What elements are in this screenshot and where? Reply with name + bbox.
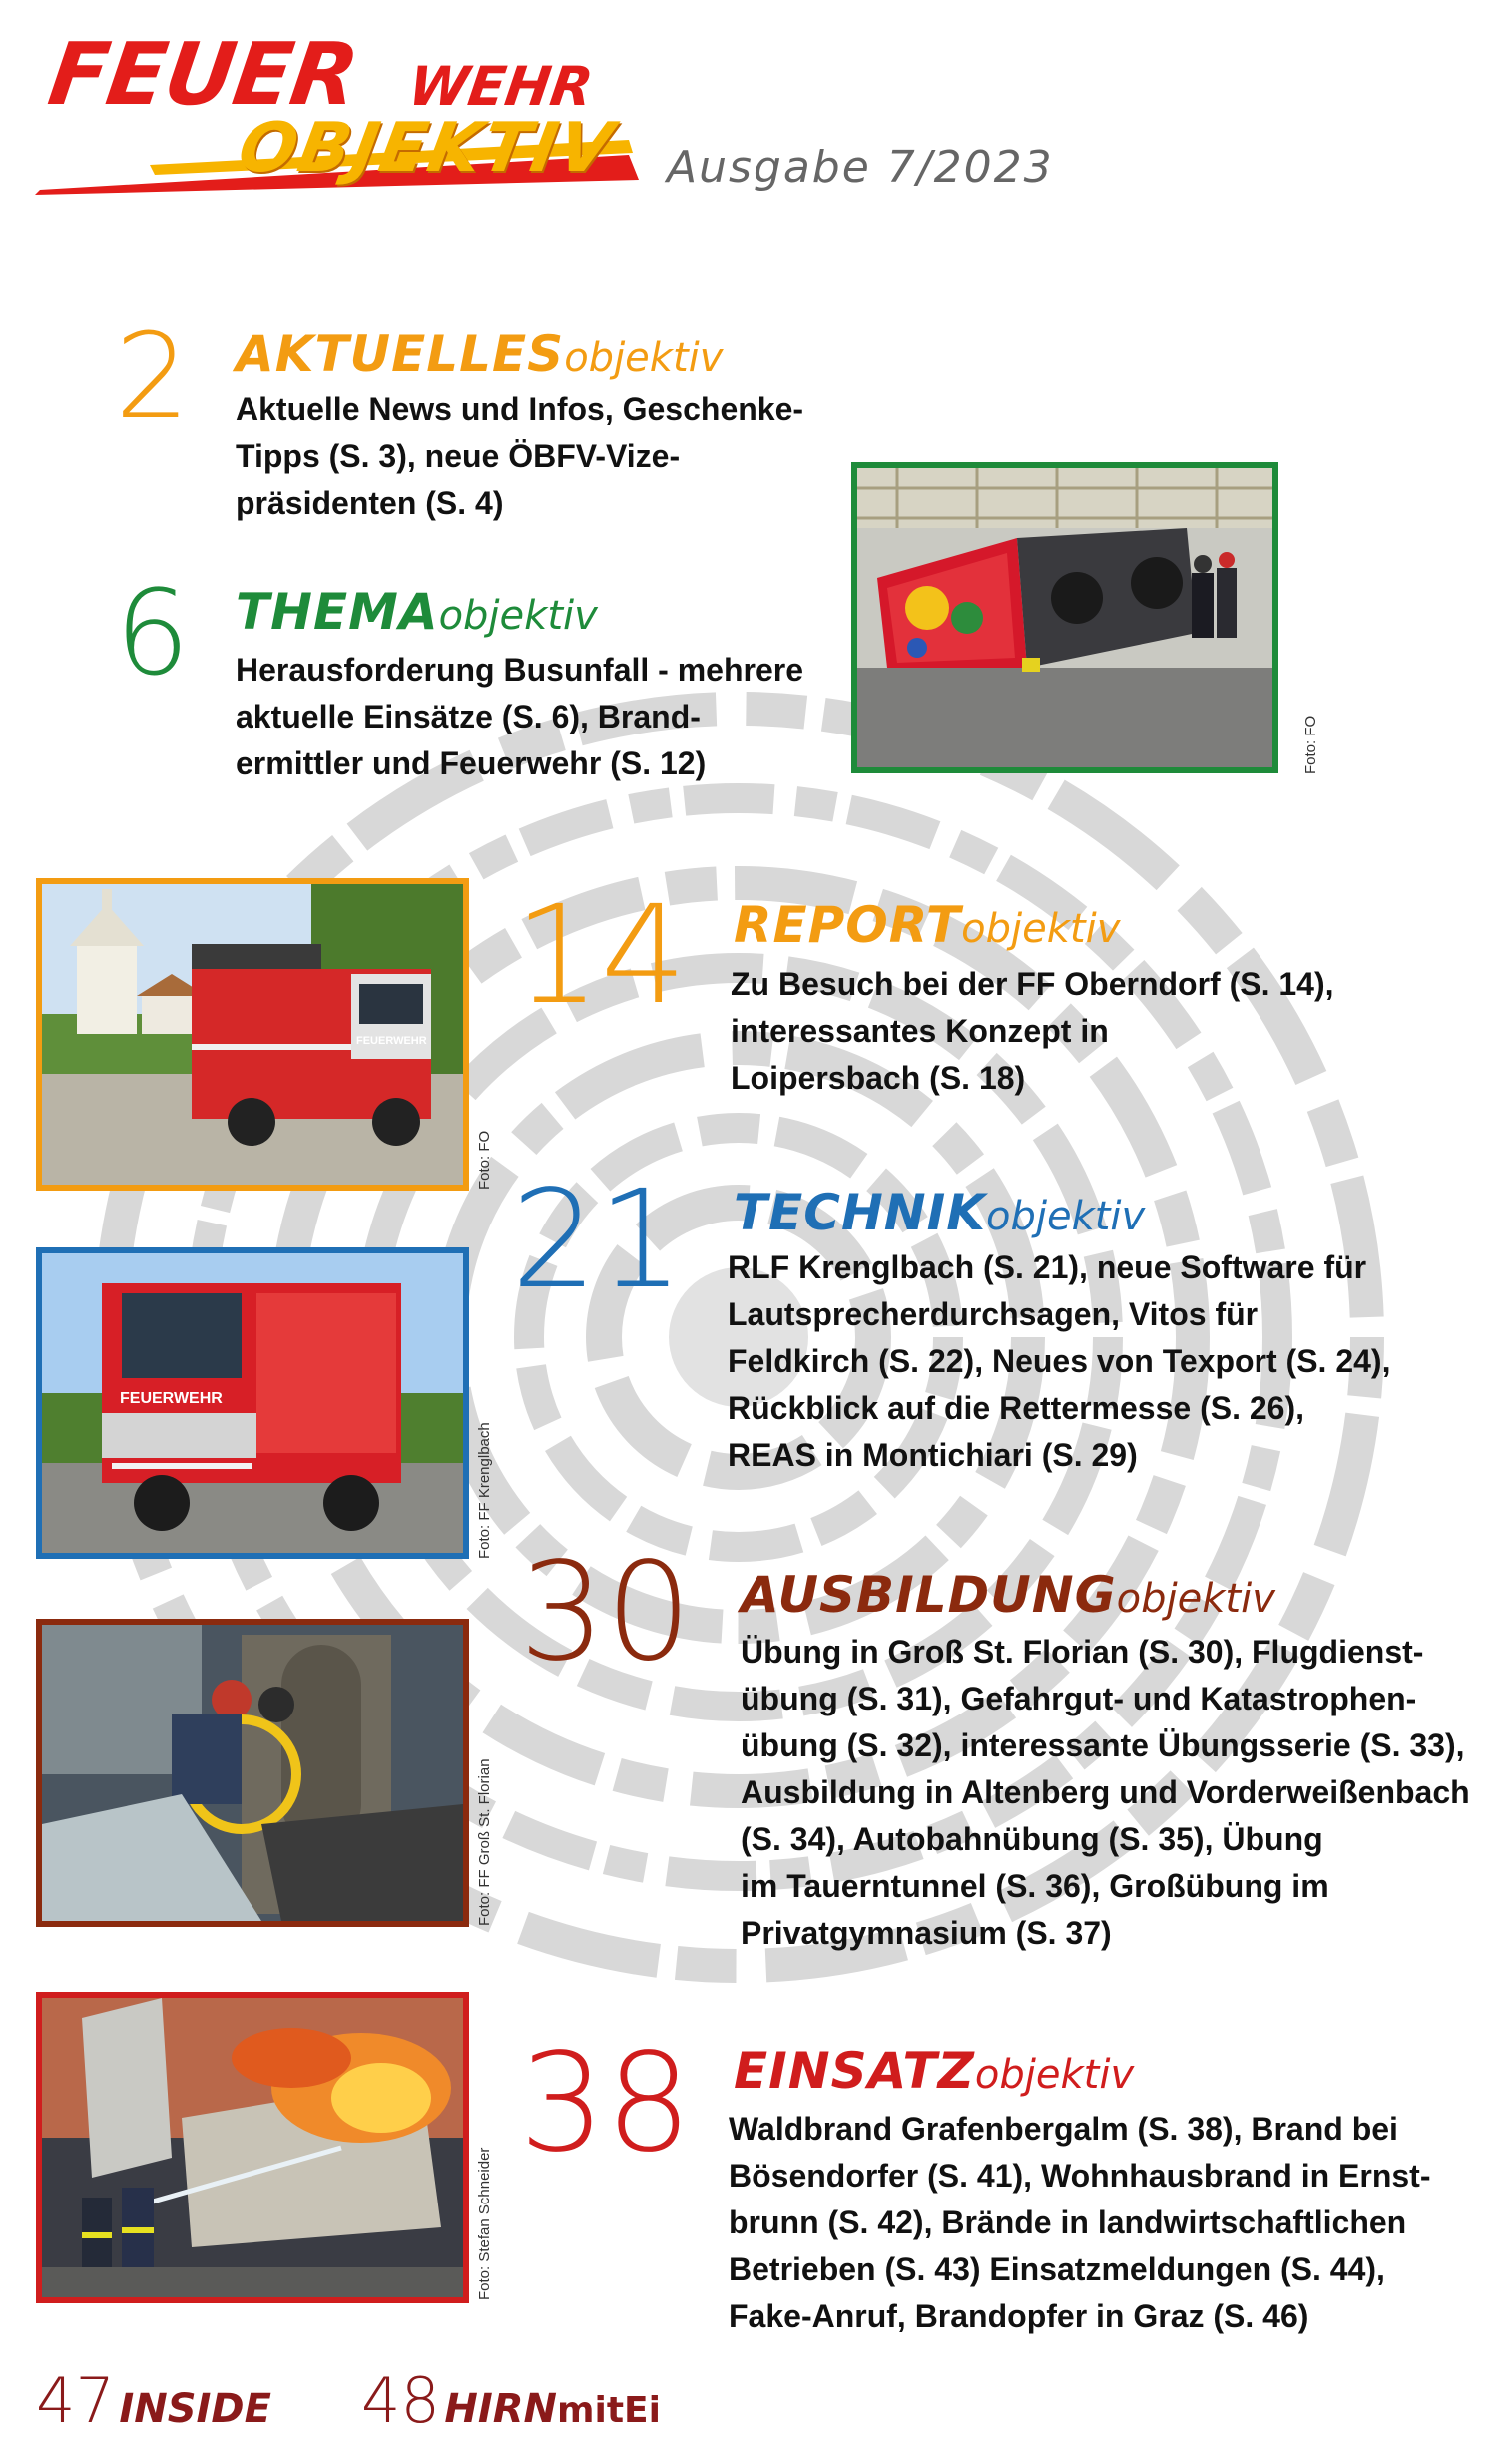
section-text-technik xyxy=(728,1244,1390,1479)
title-bold: REPORT xyxy=(734,896,962,954)
text-line: interessantes Konzept in xyxy=(731,1013,1109,1049)
section-text-einsatz xyxy=(729,2106,1430,2340)
text-line: Aktuelle News und Infos, Geschenke- xyxy=(236,391,804,427)
florian-image xyxy=(42,1625,463,1921)
title-bold: AUSBILDUNG xyxy=(741,1566,1117,1624)
logo-objektiv: OBJEKTIV xyxy=(233,109,621,188)
section-title-einsatz xyxy=(734,2042,1135,2100)
text-line: Feldkirch (S. 22), Neues von Texport (S. 24), xyxy=(728,1343,1391,1379)
oberndorf-image xyxy=(42,884,463,1185)
issue-number: Ausgabe 7/2023 xyxy=(667,142,1054,193)
text-line: übung (S. 32), interessante Übungsserie (S. 33), xyxy=(741,1727,1465,1763)
page-number-ausbildung: 30 xyxy=(519,1534,693,1692)
text-line: Waldbrand Grafenbergalm (S. 38), Brand bei xyxy=(729,2111,1398,2147)
text-line: Lautsprecherdurchsagen, Vitos für xyxy=(728,1296,1259,1332)
text-line: Zu Besuch bei der FF Oberndorf (S. 14), xyxy=(731,966,1334,1002)
title-light: objektiv xyxy=(986,1194,1146,1239)
logo-feuer: FEUER xyxy=(42,25,364,125)
page-number-report: 14 xyxy=(514,877,688,1035)
section-text-thema xyxy=(236,647,803,787)
text-line: Tipps (S. 3), neue ÖBFV-Vize- xyxy=(236,438,681,474)
photo-fire xyxy=(36,1992,469,2303)
section-title-technik xyxy=(734,1184,1146,1241)
title-bold: EINSATZ xyxy=(734,2042,975,2100)
section-title-report xyxy=(734,896,1121,954)
truck-lettering: FEUERWEHR xyxy=(356,1035,427,1047)
text-line: Ausbildung in Altenberg und Vorderweißenbach xyxy=(741,1774,1470,1810)
section-text-aktuelles xyxy=(236,386,803,527)
photo-credit-florian: Foto: FF Groß St. Florian xyxy=(476,1758,493,1926)
photo-credit-krenglbach: Foto: FF Krenglbach xyxy=(476,1422,493,1559)
photo-credit-oberndorf: Foto: FO xyxy=(476,1130,493,1190)
text-line: RLF Krenglbach (S. 21), neue Software für xyxy=(728,1249,1367,1285)
photo-credit-bus: Foto: FO xyxy=(1302,715,1319,774)
title-light: objektiv xyxy=(961,906,1121,952)
title-bold: AKTUELLES xyxy=(236,325,565,383)
photo-credit-schneider: Foto: Stefan Schneider xyxy=(476,2147,493,2300)
text-line: (S. 34), Autobahnübung (S. 35), Übung xyxy=(741,1821,1323,1857)
text-line: Übung in Groß St. Florian (S. 30), Flugdienst- xyxy=(741,1634,1424,1670)
photo-bus-accident xyxy=(851,462,1278,773)
text-line: REAS in Montichiari (S. 29) xyxy=(728,1437,1138,1473)
section-text-ausbildung xyxy=(741,1629,1470,1957)
section-title-thema xyxy=(236,583,598,641)
text-line: übung (S. 31), Gefahrgut- und Katastrophen- xyxy=(741,1681,1417,1716)
text-line: brunn (S. 42), Brände in landwirtschaftlichen xyxy=(729,2204,1407,2240)
hirn-label-rest: mitEi xyxy=(557,2390,661,2431)
title-bold: TECHNIK xyxy=(734,1184,986,1241)
inside-label: INSIDE xyxy=(119,2386,271,2432)
magazine-logo xyxy=(30,20,669,195)
text-line: Herausforderung Busunfall - mehrere xyxy=(236,652,803,688)
hirn-label-bold: HIRN xyxy=(444,2386,557,2432)
page-number-aktuelles: 2 xyxy=(115,307,191,445)
footer-hirn xyxy=(361,2364,661,2437)
footer-inside xyxy=(36,2364,271,2437)
section-title-aktuelles xyxy=(236,325,724,383)
title-light: objektiv xyxy=(564,335,724,381)
title-light: objektiv xyxy=(438,593,598,639)
text-line: Rückblick auf die Rettermesse (S. 26), xyxy=(728,1390,1304,1426)
photo-oberndorf xyxy=(36,878,469,1191)
page-number-technik: 21 xyxy=(511,1162,685,1319)
hirn-page-number: 48 xyxy=(361,2364,440,2437)
title-light: objektiv xyxy=(974,2052,1135,2098)
text-line: Betrieben (S. 43) Einsatzmeldungen (S. 44), xyxy=(729,2251,1385,2287)
photo-gross-st-florian xyxy=(36,1619,469,1927)
text-line: Bösendorfer (S. 41), Wohnhausbrand in Ernst- xyxy=(729,2158,1431,2194)
text-line: Fake-Anruf, Brandopfer in Graz (S. 46) xyxy=(729,2298,1309,2334)
text-line: ermittler und Feuerwehr (S. 12) xyxy=(236,745,707,781)
logo-wehr: WEHR xyxy=(404,55,597,118)
truck-lettering: FEUERWEHR xyxy=(120,1390,223,1407)
title-light: objektiv xyxy=(1116,1576,1275,1622)
fire-image xyxy=(42,1998,463,2297)
text-line: im Tauerntunnel (S. 36), Großübung im xyxy=(741,1868,1329,1904)
krenglbach-image xyxy=(42,1253,463,1553)
bus-image xyxy=(857,468,1272,767)
page-number-einsatz: 38 xyxy=(519,2025,693,2183)
text-line: aktuelle Einsätze (S. 6), Brand- xyxy=(236,699,701,734)
inside-page-number: 47 xyxy=(36,2364,115,2437)
section-title-ausbildung xyxy=(741,1566,1275,1624)
title-bold: THEMA xyxy=(236,583,439,641)
section-text-report xyxy=(731,961,1334,1102)
text-line: Loipersbach (S. 18) xyxy=(731,1060,1026,1096)
text-line: Privatgymnasium (S. 37) xyxy=(741,1915,1112,1951)
page-number-thema: 6 xyxy=(115,564,191,702)
photo-krenglbach xyxy=(36,1247,469,1559)
text-line: präsidenten (S. 4) xyxy=(236,485,504,521)
